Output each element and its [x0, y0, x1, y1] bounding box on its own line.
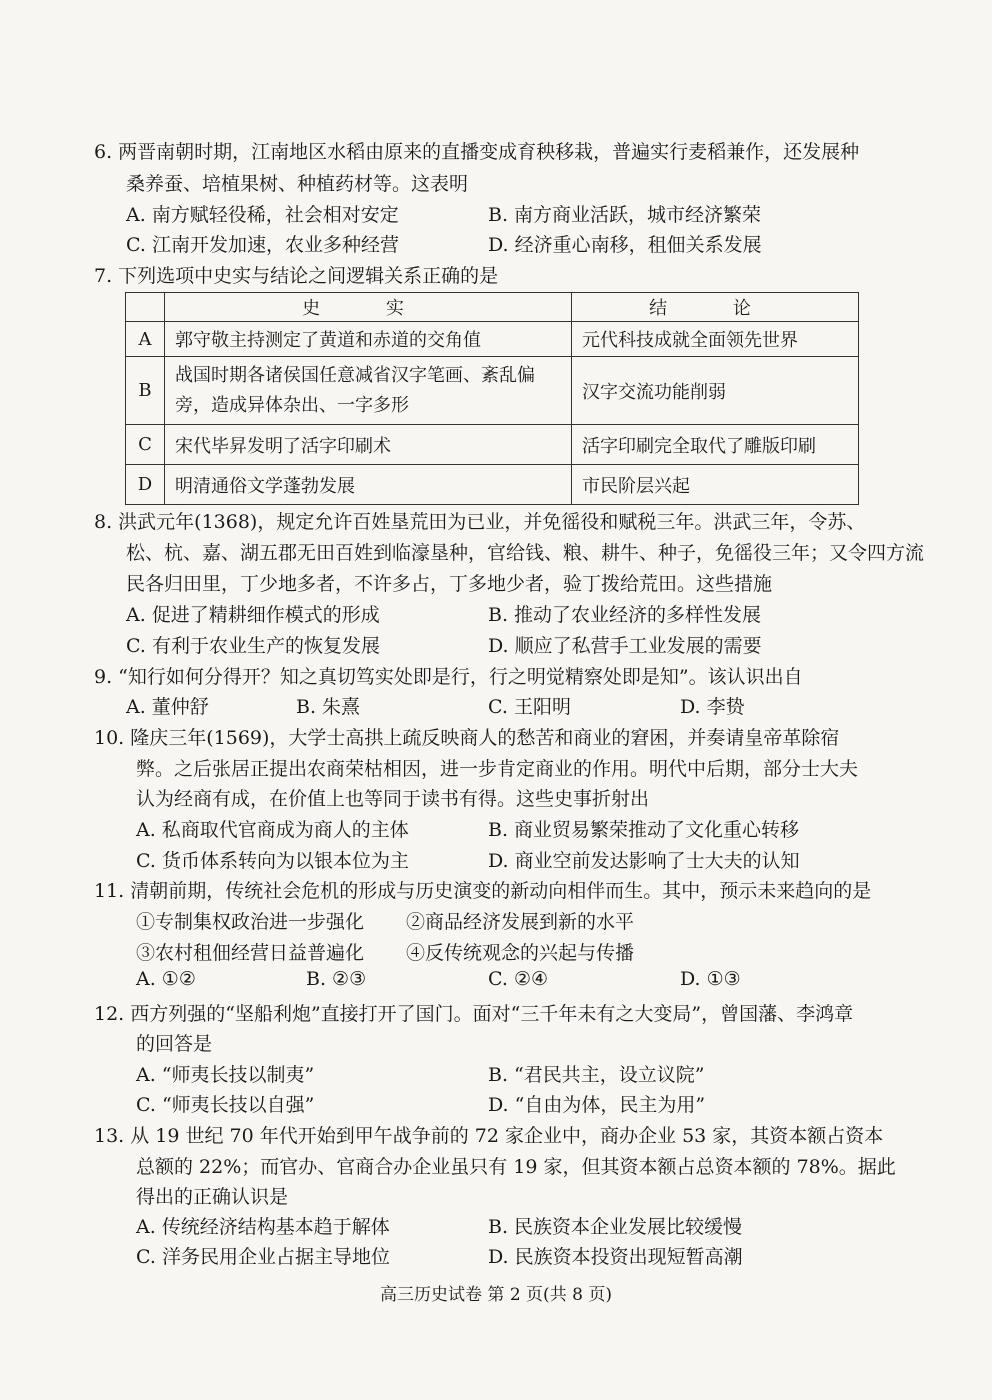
- q11-option-d: D. ①③: [680, 968, 741, 990]
- q11-item-2: ②商品经济发展到新的水平: [406, 911, 635, 933]
- q12-option-d: D. “自由为体，民主为用”: [488, 1094, 706, 1116]
- q12-option-a: A. “师夷长技以制夷”: [136, 1064, 315, 1086]
- table-header-blank: [126, 293, 165, 322]
- row-conclusion: 市民阶层兴起: [572, 465, 859, 505]
- row-key: C: [126, 425, 165, 465]
- row-key: D: [126, 465, 165, 505]
- row-conclusion: 元代科技成就全面领先世界: [572, 322, 859, 357]
- row-conclusion: 活字印刷完全取代了雕版印刷: [572, 425, 859, 465]
- row-key: B: [126, 357, 165, 425]
- q8-option-d: D. 顺应了私营手工业发展的需要: [488, 635, 762, 657]
- row-conclusion: 汉字交流功能削弱: [572, 357, 859, 425]
- q9-stem: 9. “知行如何分得开？知之真切笃实处即是行，行之明觉精察处即是知”。该认识出自: [94, 666, 803, 688]
- page-footer: 高三历史试卷 第 2 页(共 8 页): [380, 1285, 612, 1305]
- row-fact: 明清通俗文学蓬勃发展: [165, 465, 572, 505]
- q9-option-b: B. 朱熹: [296, 696, 361, 718]
- q13-stem-line1: 13. 从 19 世纪 70 年代开始到甲午战争前的 72 家企业中，商办企业 53 家，其资本额占资本: [94, 1125, 884, 1147]
- table-header-conclusion: 结 论: [572, 293, 859, 322]
- row-fact: 战国时期各诸侯国任意减省汉字笔画、紊乱偏旁，造成异体杂出、一字多形: [165, 357, 572, 425]
- table-row: [126, 357, 859, 425]
- row-fact: 郭守敬主持测定了黄道和赤道的交角值: [165, 322, 572, 357]
- q12-option-c: C. “师夷长技以自强”: [136, 1094, 315, 1116]
- q13-stem-line2: 总额的 22%；而官办、官商合办企业虽只有 19 家，但其资本额占总资本额的 78%。据此: [136, 1156, 896, 1178]
- q9-option-d: D. 李贽: [680, 696, 745, 718]
- q6-stem-line1: 6. 两晋南朝时期，江南地区水稻由原来的直播变成育秧移栽，普遍实行麦稻兼作，还发展种: [94, 141, 860, 163]
- q10-option-d: D. 商业空前发达影响了士大夫的认知: [488, 850, 800, 872]
- q10-option-b: B. 商业贸易繁荣推动了文化重心转移: [488, 819, 800, 841]
- q9-option-c: C. 王阳明: [488, 696, 571, 718]
- q8-stem-line3: 民各归田里，丁少地多者，不许多占，丁多地少者，验丁拨给荒田。这些措施: [126, 573, 773, 595]
- q6-option-d: D. 经济重心南移，租佃关系发展: [488, 234, 762, 256]
- table-row: [126, 425, 859, 465]
- row-fact: 宋代毕昇发明了活字印刷术: [165, 425, 572, 465]
- q13-option-b: B. 民族资本企业发展比较缓慢: [488, 1216, 743, 1238]
- q13-option-d: D. 民族资本投资出现短暂高潮: [488, 1246, 743, 1268]
- q10-stem-line2: 弊。之后张居正提出农商荣枯相因，进一步肯定商业的作用。明代中后期，部分士大夫: [136, 758, 859, 780]
- q11-option-c: C. ②④: [488, 968, 549, 990]
- q6-option-a: A. 南方赋轻役稀，社会相对安定: [126, 204, 399, 226]
- q8-stem-line1: 8. 洪武元年(1368)，规定允许百姓垦荒田为已业，并免徭役和赋税三年。洪武三年，令苏、: [94, 511, 866, 533]
- q8-option-b: B. 推动了农业经济的多样性发展: [488, 604, 762, 626]
- q11-item-4: ④反传统观念的兴起与传播: [406, 942, 635, 964]
- q11-item-3: ③农村租佃经营日益普遍化: [136, 942, 365, 964]
- q10-option-a: A. 私商取代官商成为商人的主体: [136, 819, 409, 841]
- q13-option-a: A. 传统经济结构基本趋于解体: [136, 1216, 390, 1238]
- table-row: [126, 465, 859, 505]
- q6-stem-line2: 桑养蚕、培植果树、种植药材等。这表明: [126, 173, 469, 195]
- q8-option-c: C. 有利于农业生产的恢复发展: [126, 635, 380, 657]
- q11-option-a: A. ①②: [136, 968, 196, 990]
- table-header-fact: 史 实: [165, 293, 572, 322]
- q12-stem-line2: 的回答是: [136, 1033, 213, 1055]
- q12-stem-line1: 12. 西方列强的“坚船利炮”直接打开了国门。面对“三千年未有之大变局”，曾国藩、李鸿章: [94, 1003, 854, 1025]
- q11-stem: 11. 清朝前期，传统社会危机的形成与历史演变的新动向相伴而生。其中，预示未来趋向的是: [94, 880, 872, 902]
- q10-option-c: C. 货币体系转向为以银本位为主: [136, 850, 409, 872]
- table-header-row: [126, 293, 859, 322]
- q13-option-c: C. 洋务民用企业占据主导地位: [136, 1246, 390, 1268]
- q7-table: [125, 292, 859, 505]
- q6-option-b: B. 南方商业活跃，城市经济繁荣: [488, 204, 762, 226]
- q12-option-b: B. “君民共主，设立议院”: [488, 1064, 705, 1086]
- q10-stem-line3: 认为经商有成，在价值上也等同于读书有得。这些史事折射出: [136, 788, 650, 810]
- q9-option-a: A. 董仲舒: [126, 696, 209, 718]
- q11-option-b: B. ②③: [306, 968, 367, 990]
- q13-stem-line3: 得出的正确认识是: [136, 1186, 289, 1208]
- q8-option-a: A. 促进了精耕细作模式的形成: [126, 604, 380, 626]
- q7-stem: 7. 下列选项中史实与结论之间逻辑关系正确的是: [94, 265, 499, 287]
- q8-stem-line2: 松、杭、嘉、湖五郡无田百姓到临濠垦种，官给钱、粮、耕牛、种子，免徭役三年；又令四方流: [126, 542, 925, 564]
- row-key: A: [126, 322, 165, 357]
- q10-stem-line1: 10. 隆庆三年(1569)，大学士高拱上疏反映商人的愁苦和商业的窘困，并奏请皇帝革除宿: [94, 727, 840, 749]
- q6-option-c: C. 江南开发加速，农业多种经营: [126, 234, 399, 256]
- q11-item-1: ①专制集权政治进一步强化: [136, 911, 365, 933]
- table-row: [126, 322, 859, 357]
